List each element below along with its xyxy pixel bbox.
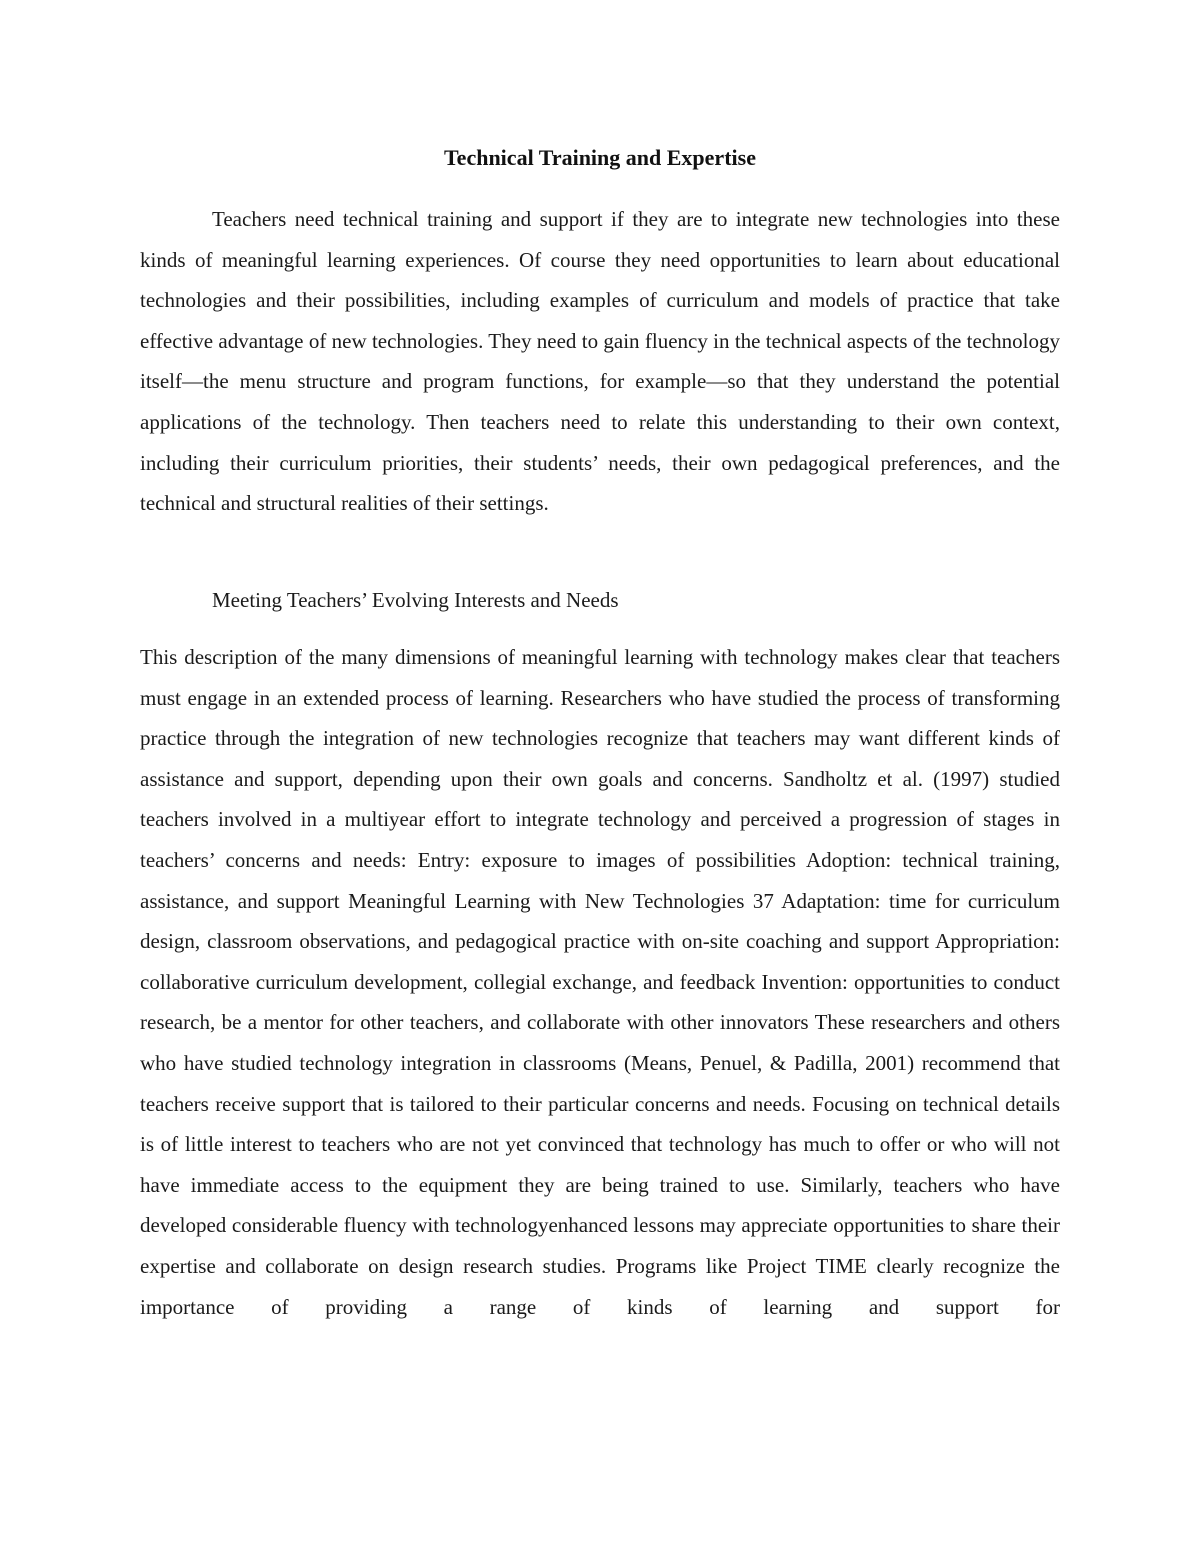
body-paragraph-1: Teachers need technical training and support if they are to integrate new technologies into these kinds of meaningful learning experiences. Of course they need opportunities to learn about educational technologies and their possibilities, including examples of curriculum and models of practice that take effective advantage of new technologies. They need to gain fluency in the technical aspects of the technology itself—the menu structure and program functions, for example—so that they understand the potential applications of the technology. Then teachers need to relate this understanding to their own context, including their curriculum priorities, their students’ needs, their own pedagogical preferences, and the technical and structural realities of their settings.: [140, 207, 1060, 516]
body-paragraph-2: This description of the many dimensions of meaningful learning with technology makes clear that teachers must engage in an extended process of learning. Researchers who have studied the process of transforming practice through the integration of new technologies recognize that teachers may want different kinds of assistance and support, depending upon their own goals and concerns. Sandholtz et al. (1997) studied teachers involved in a multiyear effort to integrate technology and perceived a progression of stages in teachers’ concerns and needs: Entry: exposure to images of possibilities Adoption: technical training, assistance, and support Meaningful Learning with New Technologies 37 Adaptation: time for curriculum design, classroom observations, and pedagogical practice with on-site coaching and support Appropriation: collaborative curriculum development, collegial exchange, and feedback Invention: opportunities to conduct research, be a mentor for other teachers, and collaborate with other innovators These researchers and others who have studied technology integration in classrooms (Means, Penuel, & Padilla, 2001) recommend that teachers receive support that is tailored to their particular concerns and needs. Focusing on technical details is of little interest to teachers who are not yet convinced that technology has much to offer or who will not have immediate access to the equipment they are being trained to use. Similarly, teachers who have developed considerable fluency with technologyenhanced lessons may appreciate opportunities to share their expertise and collaborate on design research studies. Programs like Project TIME clearly recognize the importance of providing a range of kinds of learning and support for: [140, 645, 1060, 1319]
document-title: Technical Training and Expertise: [444, 145, 756, 170]
section-subheading: Meeting Teachers’ Evolving Interests and Needs: [212, 588, 619, 612]
